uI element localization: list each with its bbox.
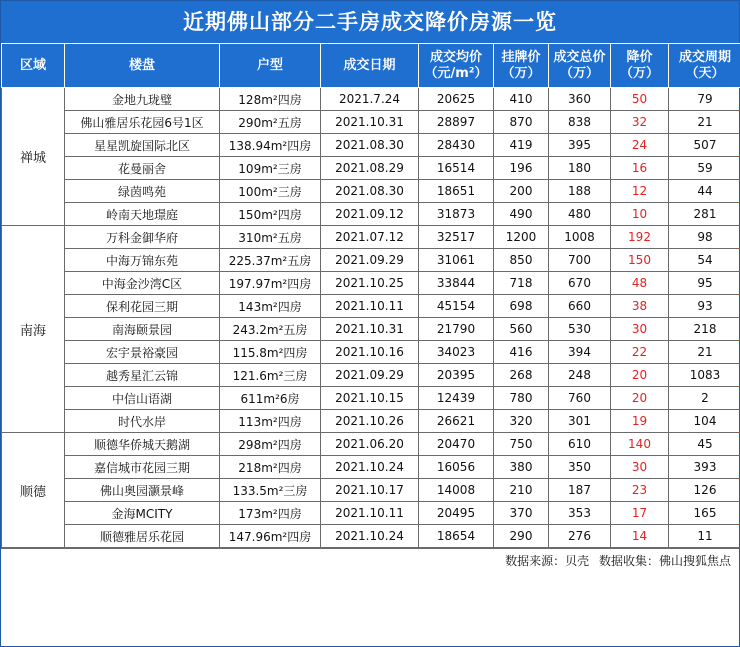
cycle-cell: 393 bbox=[669, 456, 740, 479]
list-price-cell: 698 bbox=[494, 295, 549, 318]
date-cell: 2021.10.25 bbox=[321, 272, 419, 295]
layout-cell: 197.97m²四房 bbox=[220, 272, 321, 295]
estate-cell: 星星凯旋国际北区 bbox=[65, 134, 220, 157]
list-price-cell: 780 bbox=[494, 387, 549, 410]
total-price-cell: 610 bbox=[549, 433, 611, 456]
col-header-list-price bbox=[494, 44, 549, 88]
estate-cell: 中海金沙湾C区 bbox=[65, 272, 220, 295]
footer-source: 数据来源：贝壳 bbox=[505, 554, 590, 568]
list-price-cell: 560 bbox=[494, 318, 549, 341]
drop-cell: 38 bbox=[611, 295, 669, 318]
estate-cell: 中海万锦东苑 bbox=[65, 249, 220, 272]
table-row bbox=[2, 295, 740, 318]
table-row bbox=[2, 203, 740, 226]
layout-cell: 133.5m²三房 bbox=[220, 479, 321, 502]
layout-cell: 147.96m²四房 bbox=[220, 525, 321, 548]
table-row bbox=[2, 387, 740, 410]
avg-price-cell: 28897 bbox=[419, 111, 494, 134]
estate-cell: 金海MCITY bbox=[65, 502, 220, 525]
total-price-cell: 187 bbox=[549, 479, 611, 502]
date-cell: 2021.06.20 bbox=[321, 433, 419, 456]
cycle-cell: 507 bbox=[669, 134, 740, 157]
table-row bbox=[2, 249, 740, 272]
estate-cell: 万科金御华府 bbox=[65, 226, 220, 249]
estate-cell: 南海颐景园 bbox=[65, 318, 220, 341]
list-price-cell: 196 bbox=[494, 157, 549, 180]
estate-cell: 顺德华侨城天鹅湖 bbox=[65, 433, 220, 456]
avg-price-cell: 12439 bbox=[419, 387, 494, 410]
layout-cell: 143m²四房 bbox=[220, 295, 321, 318]
total-price-label: 成交总价 bbox=[553, 49, 606, 65]
cycle-cell: 98 bbox=[669, 226, 740, 249]
drop-cell: 20 bbox=[611, 387, 669, 410]
layout-cell: 225.37m²五房 bbox=[220, 249, 321, 272]
table-row bbox=[2, 456, 740, 479]
total-price-cell: 700 bbox=[549, 249, 611, 272]
estate-cell: 岭南天地璟庭 bbox=[65, 203, 220, 226]
drop-cell: 30 bbox=[611, 456, 669, 479]
drop-cell: 10 bbox=[611, 203, 669, 226]
drop-cell: 48 bbox=[611, 272, 669, 295]
avg-price-cell: 20495 bbox=[419, 502, 494, 525]
cycle-cell: 2 bbox=[669, 387, 740, 410]
avg-price-cell: 33844 bbox=[419, 272, 494, 295]
total-price-cell: 395 bbox=[549, 134, 611, 157]
total-price-cell: 838 bbox=[549, 111, 611, 134]
total-price-cell: 180 bbox=[549, 157, 611, 180]
drop-cell: 23 bbox=[611, 479, 669, 502]
total-price-cell: 350 bbox=[549, 456, 611, 479]
layout-cell: 150m²四房 bbox=[220, 203, 321, 226]
list-price-cell: 870 bbox=[494, 111, 549, 134]
drop-cell: 140 bbox=[611, 433, 669, 456]
table-row bbox=[2, 272, 740, 295]
layout-cell: 298m²四房 bbox=[220, 433, 321, 456]
total-price-cell: 760 bbox=[549, 387, 611, 410]
total-price-cell: 1008 bbox=[549, 226, 611, 249]
avg-price-cell: 31873 bbox=[419, 203, 494, 226]
drop-cell: 192 bbox=[611, 226, 669, 249]
layout-cell: 109m²三房 bbox=[220, 157, 321, 180]
date-cell: 2021.10.15 bbox=[321, 387, 419, 410]
cycle-cell: 104 bbox=[669, 410, 740, 433]
total-price-cell: 480 bbox=[549, 203, 611, 226]
col-header-drop bbox=[611, 44, 669, 88]
drop-cell: 32 bbox=[611, 111, 669, 134]
total-price-unit: （万） bbox=[559, 65, 599, 81]
footer-collector: 数据收集：佛山搜狐焦点 bbox=[598, 554, 731, 568]
cycle-cell: 54 bbox=[669, 249, 740, 272]
avg-price-cell: 20470 bbox=[419, 433, 494, 456]
drop-cell: 22 bbox=[611, 341, 669, 364]
layout-cell: 138.94m²四房 bbox=[220, 134, 321, 157]
col-header-cycle bbox=[669, 44, 740, 88]
date-cell: 2021.10.17 bbox=[321, 479, 419, 502]
list-price-cell: 718 bbox=[494, 272, 549, 295]
total-price-cell: 353 bbox=[549, 502, 611, 525]
cycle-cell: 21 bbox=[669, 111, 740, 134]
avg-price-cell: 21790 bbox=[419, 318, 494, 341]
layout-cell: 100m²三房 bbox=[220, 180, 321, 203]
layout-cell: 290m²五房 bbox=[220, 111, 321, 134]
total-price-cell: 670 bbox=[549, 272, 611, 295]
cycle-cell: 44 bbox=[669, 180, 740, 203]
col-header-total-price bbox=[549, 44, 611, 88]
estate-cell: 保利花园三期 bbox=[65, 295, 220, 318]
table-row bbox=[2, 433, 740, 456]
total-price-cell: 276 bbox=[549, 525, 611, 548]
avg-price-cell: 28430 bbox=[419, 134, 494, 157]
total-price-cell: 188 bbox=[549, 180, 611, 203]
header-row bbox=[2, 44, 740, 88]
list-price-label: 挂牌价 bbox=[501, 49, 541, 65]
list-price-unit: （万） bbox=[501, 65, 541, 81]
cycle-cell: 93 bbox=[669, 295, 740, 318]
drop-label: 降价 bbox=[626, 49, 653, 65]
cycle-cell: 218 bbox=[669, 318, 740, 341]
cycle-cell: 281 bbox=[669, 203, 740, 226]
date-cell: 2021.10.16 bbox=[321, 341, 419, 364]
date-cell: 2021.08.29 bbox=[321, 157, 419, 180]
avg-price-cell: 45154 bbox=[419, 295, 494, 318]
total-price-cell: 301 bbox=[549, 410, 611, 433]
price-drop-table bbox=[1, 43, 740, 548]
list-price-cell: 419 bbox=[494, 134, 549, 157]
list-price-cell: 380 bbox=[494, 456, 549, 479]
cycle-cell: 11 bbox=[669, 525, 740, 548]
drop-cell: 12 bbox=[611, 180, 669, 203]
cycle-cell: 165 bbox=[669, 502, 740, 525]
list-price-cell: 750 bbox=[494, 433, 549, 456]
date-cell: 2021.10.31 bbox=[321, 111, 419, 134]
list-price-cell: 850 bbox=[494, 249, 549, 272]
cycle-cell: 95 bbox=[669, 272, 740, 295]
layout-cell: 121.6m²三房 bbox=[220, 364, 321, 387]
cycle-cell: 21 bbox=[669, 341, 740, 364]
date-cell: 2021.09.29 bbox=[321, 364, 419, 387]
col-header-layout: 户型 bbox=[220, 44, 321, 88]
avg-price-cell: 18654 bbox=[419, 525, 494, 548]
table-row bbox=[2, 410, 740, 433]
layout-cell: 310m²五房 bbox=[220, 226, 321, 249]
layout-cell: 115.8m²四房 bbox=[220, 341, 321, 364]
avg-price-cell: 14008 bbox=[419, 479, 494, 502]
date-cell: 2021.09.12 bbox=[321, 203, 419, 226]
layout-cell: 113m²四房 bbox=[220, 410, 321, 433]
date-cell: 2021.10.31 bbox=[321, 318, 419, 341]
total-price-cell: 248 bbox=[549, 364, 611, 387]
total-price-cell: 360 bbox=[549, 88, 611, 111]
cycle-unit: （天） bbox=[685, 65, 725, 81]
avg-price-cell: 20625 bbox=[419, 88, 494, 111]
layout-cell: 173m²四房 bbox=[220, 502, 321, 525]
avg-price-cell: 34023 bbox=[419, 341, 494, 364]
estate-cell: 顺德雅居乐花园 bbox=[65, 525, 220, 548]
layout-cell: 243.2m²五房 bbox=[220, 318, 321, 341]
drop-cell: 150 bbox=[611, 249, 669, 272]
table-row bbox=[2, 341, 740, 364]
date-cell: 2021.08.30 bbox=[321, 134, 419, 157]
table-row bbox=[2, 318, 740, 341]
estate-cell: 佛山奥园灏景峰 bbox=[65, 479, 220, 502]
estate-cell: 花曼丽舍 bbox=[65, 157, 220, 180]
list-price-cell: 200 bbox=[494, 180, 549, 203]
estate-cell: 佛山雅居乐花园6号1区 bbox=[65, 111, 220, 134]
list-price-cell: 268 bbox=[494, 364, 549, 387]
estate-cell: 金地九珑璧 bbox=[65, 88, 220, 111]
estate-cell: 时代水岸 bbox=[65, 410, 220, 433]
drop-cell: 17 bbox=[611, 502, 669, 525]
col-header-avg-price bbox=[419, 44, 494, 88]
avg-price-cell: 31061 bbox=[419, 249, 494, 272]
cycle-cell: 1083 bbox=[669, 364, 740, 387]
avg-price-cell: 26621 bbox=[419, 410, 494, 433]
table-row bbox=[2, 157, 740, 180]
avg-price-label: 成交均价 bbox=[429, 49, 482, 65]
cycle-cell: 59 bbox=[669, 157, 740, 180]
drop-unit: （万） bbox=[619, 65, 659, 81]
avg-price-cell: 16514 bbox=[419, 157, 494, 180]
date-cell: 2021.08.30 bbox=[321, 180, 419, 203]
table-row bbox=[2, 134, 740, 157]
table-row bbox=[2, 502, 740, 525]
table-body bbox=[2, 88, 740, 548]
total-price-cell: 530 bbox=[549, 318, 611, 341]
cycle-cell: 126 bbox=[669, 479, 740, 502]
layout-cell: 128m²四房 bbox=[220, 88, 321, 111]
drop-cell: 20 bbox=[611, 364, 669, 387]
layout-cell: 218m²四房 bbox=[220, 456, 321, 479]
date-cell: 2021.09.29 bbox=[321, 249, 419, 272]
date-cell: 2021.7.24 bbox=[321, 88, 419, 111]
cycle-cell: 79 bbox=[669, 88, 740, 111]
table-row bbox=[2, 180, 740, 203]
region-cell: 禅城 bbox=[2, 88, 65, 226]
layout-cell: 611m²6房 bbox=[220, 387, 321, 410]
drop-cell: 50 bbox=[611, 88, 669, 111]
date-cell: 2021.10.11 bbox=[321, 295, 419, 318]
footer-note bbox=[1, 548, 739, 573]
date-cell: 2021.10.26 bbox=[321, 410, 419, 433]
avg-price-cell: 18651 bbox=[419, 180, 494, 203]
drop-cell: 14 bbox=[611, 525, 669, 548]
avg-price-cell: 20395 bbox=[419, 364, 494, 387]
table-row bbox=[2, 226, 740, 249]
estate-cell: 越秀星汇云锦 bbox=[65, 364, 220, 387]
total-price-cell: 660 bbox=[549, 295, 611, 318]
list-price-cell: 410 bbox=[494, 88, 549, 111]
cycle-cell: 45 bbox=[669, 433, 740, 456]
avg-price-cell: 32517 bbox=[419, 226, 494, 249]
drop-cell: 30 bbox=[611, 318, 669, 341]
estate-cell: 中信山语湖 bbox=[65, 387, 220, 410]
list-price-cell: 370 bbox=[494, 502, 549, 525]
drop-cell: 19 bbox=[611, 410, 669, 433]
estate-cell: 宏宇景裕豪园 bbox=[65, 341, 220, 364]
total-price-cell: 394 bbox=[549, 341, 611, 364]
avg-price-unit: （元/m²） bbox=[424, 65, 488, 81]
col-header-region: 区域 bbox=[2, 44, 65, 88]
table-row bbox=[2, 111, 740, 134]
drop-cell: 24 bbox=[611, 134, 669, 157]
cycle-label: 成交周期 bbox=[678, 49, 731, 65]
drop-cell: 16 bbox=[611, 157, 669, 180]
table-row bbox=[2, 364, 740, 387]
list-price-cell: 320 bbox=[494, 410, 549, 433]
region-cell: 顺德 bbox=[2, 433, 65, 548]
list-price-cell: 210 bbox=[494, 479, 549, 502]
list-price-cell: 490 bbox=[494, 203, 549, 226]
estate-cell: 绿茵鸣苑 bbox=[65, 180, 220, 203]
list-price-cell: 1200 bbox=[494, 226, 549, 249]
date-cell: 2021.10.24 bbox=[321, 456, 419, 479]
date-cell: 2021.07.12 bbox=[321, 226, 419, 249]
list-price-cell: 416 bbox=[494, 341, 549, 364]
date-cell: 2021.10.11 bbox=[321, 502, 419, 525]
list-price-cell: 290 bbox=[494, 525, 549, 548]
region-cell: 南海 bbox=[2, 226, 65, 433]
avg-price-cell: 16056 bbox=[419, 456, 494, 479]
table-row bbox=[2, 88, 740, 111]
table-row bbox=[2, 525, 740, 548]
col-header-date: 成交日期 bbox=[321, 44, 419, 88]
date-cell: 2021.10.24 bbox=[321, 525, 419, 548]
col-header-estate: 楼盘 bbox=[65, 44, 220, 88]
table-row bbox=[2, 479, 740, 502]
table-title: 近期佛山部分二手房成交降价房源一览 bbox=[1, 1, 739, 43]
estate-cell: 嘉信城市花园三期 bbox=[65, 456, 220, 479]
